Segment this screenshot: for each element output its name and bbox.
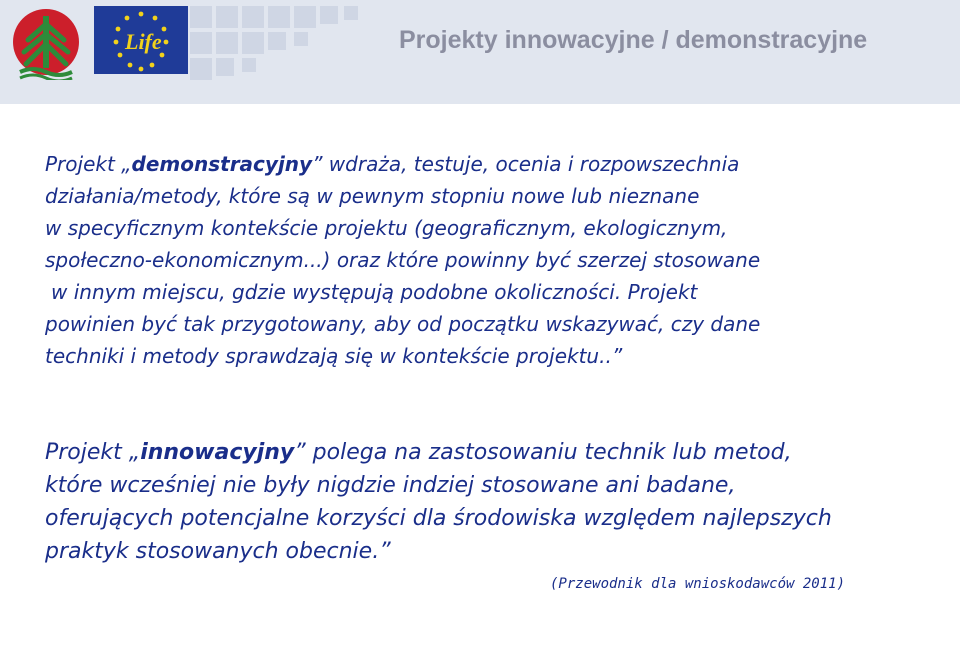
paragraph-line: w innym miejscu, gdzie występują podobne okoliczności. Projekt xyxy=(51,280,698,304)
paragraph-line: powinien być tak przygotowany, aby od początku wskazywać, czy dane xyxy=(45,312,761,336)
paragraph-line: w specyficznym kontekście projektu (geograficznym, ekologicznym, xyxy=(45,216,728,240)
paragraph-line: które wcześniej nie były nigdzie indziej stosowane ani badane, xyxy=(45,473,736,498)
demonstration-paragraph xyxy=(45,148,760,372)
paragraph-line: Projekt „innowacyjny” polega na zastosowaniu technik lub metod, xyxy=(45,440,792,465)
header-band xyxy=(0,0,960,104)
source-citation: (Przewodnik dla wnioskodawców 2011) xyxy=(550,576,846,592)
paragraph-line: techniki i metody sprawdzają się w kontekście projektu..” xyxy=(45,344,623,368)
svg-text:Life: Life xyxy=(125,29,162,54)
paragraph-line: Projekt „demonstracyjny” wdraża, testuje, ocenia i rozpowszechnia xyxy=(45,152,740,176)
paragraph-line: oferujących potencjalne korzyści dla środowiska względem najlepszych xyxy=(45,506,832,531)
keyword-innowacyjny: innowacyjny xyxy=(140,440,295,465)
life-logo xyxy=(94,6,188,74)
paragraph-line: społeczno-ekonomicznym...) oraz które powinny być szerzej stosowane xyxy=(45,248,761,272)
paragraph-line: praktyk stosowanych obecnie.” xyxy=(45,539,391,564)
page-title: Projekty innowacyjne / demonstracyjne xyxy=(399,26,868,54)
innovation-paragraph xyxy=(45,436,832,568)
nfosigw-logo xyxy=(6,6,86,80)
paragraph-line: działania/metody, które są w pewnym stopniu nowe lub nieznane xyxy=(45,184,700,208)
keyword-demonstracyjny: demonstracyjny xyxy=(131,152,313,176)
